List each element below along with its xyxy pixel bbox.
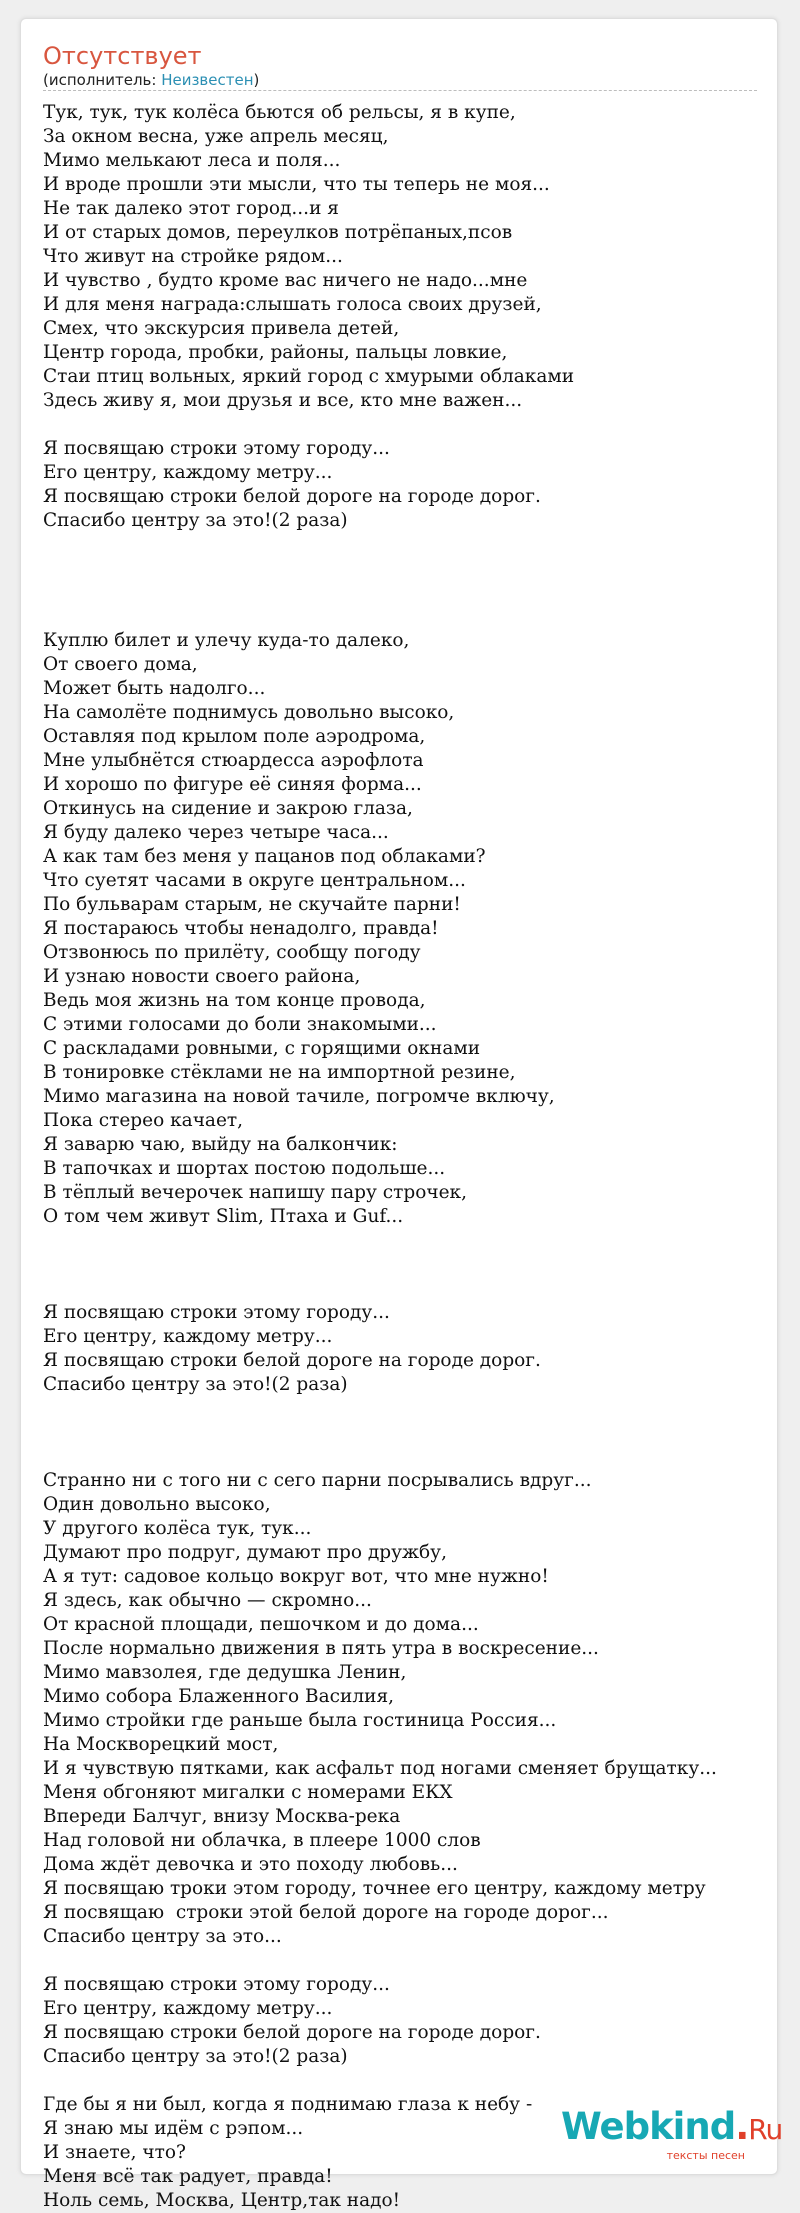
lyric-line: И вроде прошли эти мысли, что ты теперь не моя...	[43, 174, 550, 195]
site-logo[interactable]	[561, 2105, 783, 2162]
lyric-blank-line	[43, 2069, 773, 2093]
lyric-line: Я посвящаю строки этому городу...	[43, 1974, 390, 1995]
lyric-blank-line	[43, 533, 773, 557]
lyric-line: Спасибо центру за это!(2 раза)	[43, 510, 348, 531]
lyric-line: Дома ждёт девочка и это походу любовь...	[43, 1854, 458, 1875]
lyric-line: Спасибо центру за это!(2 раза)	[43, 1374, 348, 1395]
lyric-line: С этими голосами до боли знакомыми...	[43, 1014, 437, 1035]
lyric-blank-line	[43, 1445, 773, 1469]
lyric-line: И узнаю новости своего района,	[43, 966, 361, 987]
lyric-line: Я посвящаю строки белой дороге на городе дорог.	[43, 486, 541, 507]
lyric-line: И я чувствую пятками, как асфальт под ногами сменяет брущатку...	[43, 1758, 717, 1779]
lyric-line: После нормально движения в пять утра в воскресение...	[43, 1638, 599, 1659]
lyric-line: Мимо мавзолея, где дедушка Ленин,	[43, 1662, 407, 1683]
logo-domain: Ru	[748, 2113, 783, 2146]
lyric-line: Мне улыбнётся стюардесса аэрофлота	[43, 750, 424, 771]
lyric-line: Куплю билет и улечу куда-то далеко,	[43, 630, 410, 651]
lyric-line: Ноль семь, Москва, Центр,так надо!	[43, 2190, 401, 2211]
artist-prefix: (исполнитель:	[43, 71, 162, 89]
lyric-blank-line	[43, 1949, 773, 1973]
lyric-blank-line	[43, 1277, 773, 1301]
lyric-line: Смех, что экскурсия привела детей,	[43, 318, 400, 339]
artist-link[interactable]: Неизвестен	[161, 71, 254, 89]
lyric-line: И для меня награда:слышать голоса своих друзей,	[43, 294, 542, 315]
lyric-line: И чувство , будто кроме вас ничего не надо...мне	[43, 270, 528, 291]
lyric-line: Впереди Балчуг, внизу Москва-река	[43, 1806, 401, 1827]
lyric-line: С раскладами ровными, с горящими окнами	[43, 1038, 481, 1059]
lyric-blank-line	[43, 1253, 773, 1277]
lyric-line: Меня всё так радует, правда!	[43, 2166, 333, 2187]
lyric-line: Мимо стройки где раньше была гостиница Россия...	[43, 1710, 557, 1731]
lyric-line: Я здесь, как обычно — скромно...	[43, 1590, 372, 1611]
lyric-line: А как там без меня у пацанов под облаками?	[43, 846, 486, 867]
lyric-line: Мимо собора Блаженного Василия,	[43, 1686, 395, 1707]
lyric-line: Здесь живу я, мои друзья и все, кто мне важен...	[43, 390, 523, 411]
lyric-blank-line	[43, 1229, 773, 1253]
lyric-line: На Москворецкий мост,	[43, 1734, 279, 1755]
lyric-blank-line	[43, 581, 773, 605]
lyric-line: Я знаю мы идём с рэпом...	[43, 2118, 304, 2139]
lyric-line: Стаи птиц вольных, яркий город с хмурыми облаками	[43, 366, 575, 387]
lyric-line: Что живут на стройке рядом...	[43, 246, 343, 267]
lyric-line: Где бы я ни был, когда я поднимаю глаза к небу -	[43, 2094, 533, 2115]
lyric-line: В тапочках и шортах постою подольше...	[43, 1158, 446, 1179]
logo-main-text: Webkind	[561, 2105, 736, 2148]
lyric-line: Странно ни с того ни с сего парни посрывались вдруг...	[43, 1470, 592, 1491]
lyric-line: Тук, тук, тук колёса бьются об рельсы, я в купе,	[43, 102, 516, 123]
song-title: Отсутствует	[43, 42, 202, 70]
lyric-line: А я тут: садовое кольцо вокруг вот, что мне нужно!	[43, 1566, 549, 1587]
lyric-line: И знаете, что?	[43, 2142, 186, 2163]
lyric-blank-line	[43, 413, 773, 437]
lyric-line: Я посвящаю строки белой дороге на городе дорог.	[43, 2022, 541, 2043]
lyric-line: О том чем живут Slim, Птаха и Guf...	[43, 1206, 404, 1227]
song-card	[20, 18, 783, 2211]
lyric-line: Думают про подруг, думают про дружбу,	[43, 1542, 447, 1563]
lyric-line: Я посвящаю троки этом городу, точнее его центру, каждому метру	[43, 1878, 706, 1899]
lyric-line: Я постараюсь чтобы ненадолго, правда!	[43, 918, 439, 939]
lyric-line: Ведь моя жизнь на том конце провода,	[43, 990, 426, 1011]
lyric-line: Центр города, пробки, районы, пальцы ловкие,	[43, 342, 508, 363]
lyric-line: Я посвящаю строки этому городу...	[43, 438, 390, 459]
lyric-line: Я заварю чаю, выйду на балкончик:	[43, 1134, 398, 1155]
logo-dot: .	[735, 2105, 749, 2148]
lyric-line: Я посвящаю строки этому городу...	[43, 1302, 390, 1323]
lyric-line: Может быть надолго...	[43, 678, 266, 699]
lyric-line: У другого колёса тук, тук...	[43, 1518, 312, 1539]
lyric-line: Пока стерео качает,	[43, 1110, 244, 1131]
lyric-line: Я посвящаю строки этой белой дороге на городе дорог...	[43, 1902, 609, 1923]
logo-subtitle: тексты песен	[666, 2149, 745, 2162]
lyric-line: На самолёте поднимусь довольно высоко,	[43, 702, 455, 723]
lyric-line: Над головой ни облачка, в плеере 1000 слов	[43, 1830, 481, 1851]
lyric-line: По бульварам старым, не скучайте парни!	[43, 894, 461, 915]
lyric-line: Его центру, каждому метру...	[43, 1998, 333, 2019]
lyric-line: Я посвящаю строки белой дороге на городе дорог.	[43, 1350, 541, 1371]
lyric-line: И от старых домов, переулков потрёпаных,псов	[43, 222, 513, 243]
lyrics-text	[43, 101, 773, 2213]
lyric-line: Откинусь на сидение и закрою глаза,	[43, 798, 413, 819]
lyric-line: В тёплый вечерочек напишу пару строчек,	[43, 1182, 467, 1203]
artist-suffix: )	[253, 71, 260, 89]
lyric-blank-line	[43, 1397, 773, 1421]
lyric-line: Спасибо центру за это...	[43, 1926, 282, 1947]
lyric-line: От красной площади, пешочком и до дома...	[43, 1614, 479, 1635]
lyric-line: Что суетят часами в округе центральном...	[43, 870, 466, 891]
lyric-blank-line	[43, 557, 773, 581]
lyric-line: Оставляя под крылом поле аэродрома,	[43, 726, 426, 747]
lyric-line: Не так далеко этот город...и я	[43, 198, 339, 219]
lyric-line: Я буду далеко через четыре часа...	[43, 822, 389, 843]
artist-line	[43, 71, 259, 90]
lyric-line: От своего дома,	[43, 654, 198, 675]
lyric-line: Его центру, каждому метру...	[43, 1326, 333, 1347]
lyric-line: Один довольно высоко,	[43, 1494, 271, 1515]
lyric-line: Мимо магазина на новой тачиле, погромче включу,	[43, 1086, 555, 1107]
lyric-line: Его центру, каждому метру...	[43, 462, 333, 483]
lyric-blank-line	[43, 605, 773, 629]
lyric-line: Меня обгоняют мигалки с номерами ЕКХ	[43, 1782, 453, 1803]
lyric-line: Мимо мелькают леса и поля...	[43, 150, 341, 171]
lyric-blank-line	[43, 1421, 773, 1445]
lyric-line: За окном весна, уже апрель месяц,	[43, 126, 389, 147]
lyric-line: Спасибо центру за это!(2 раза)	[43, 2046, 348, 2067]
lyric-line: В тонировке стёклами не на импортной резине,	[43, 1062, 516, 1083]
lyric-line: Отзвонюсь по прилёту, сообщу погоду	[43, 942, 421, 963]
header-divider	[43, 90, 757, 91]
lyric-line: И хорошо по фигуре её синяя форма...	[43, 774, 422, 795]
logo-wordmark	[561, 2105, 783, 2150]
